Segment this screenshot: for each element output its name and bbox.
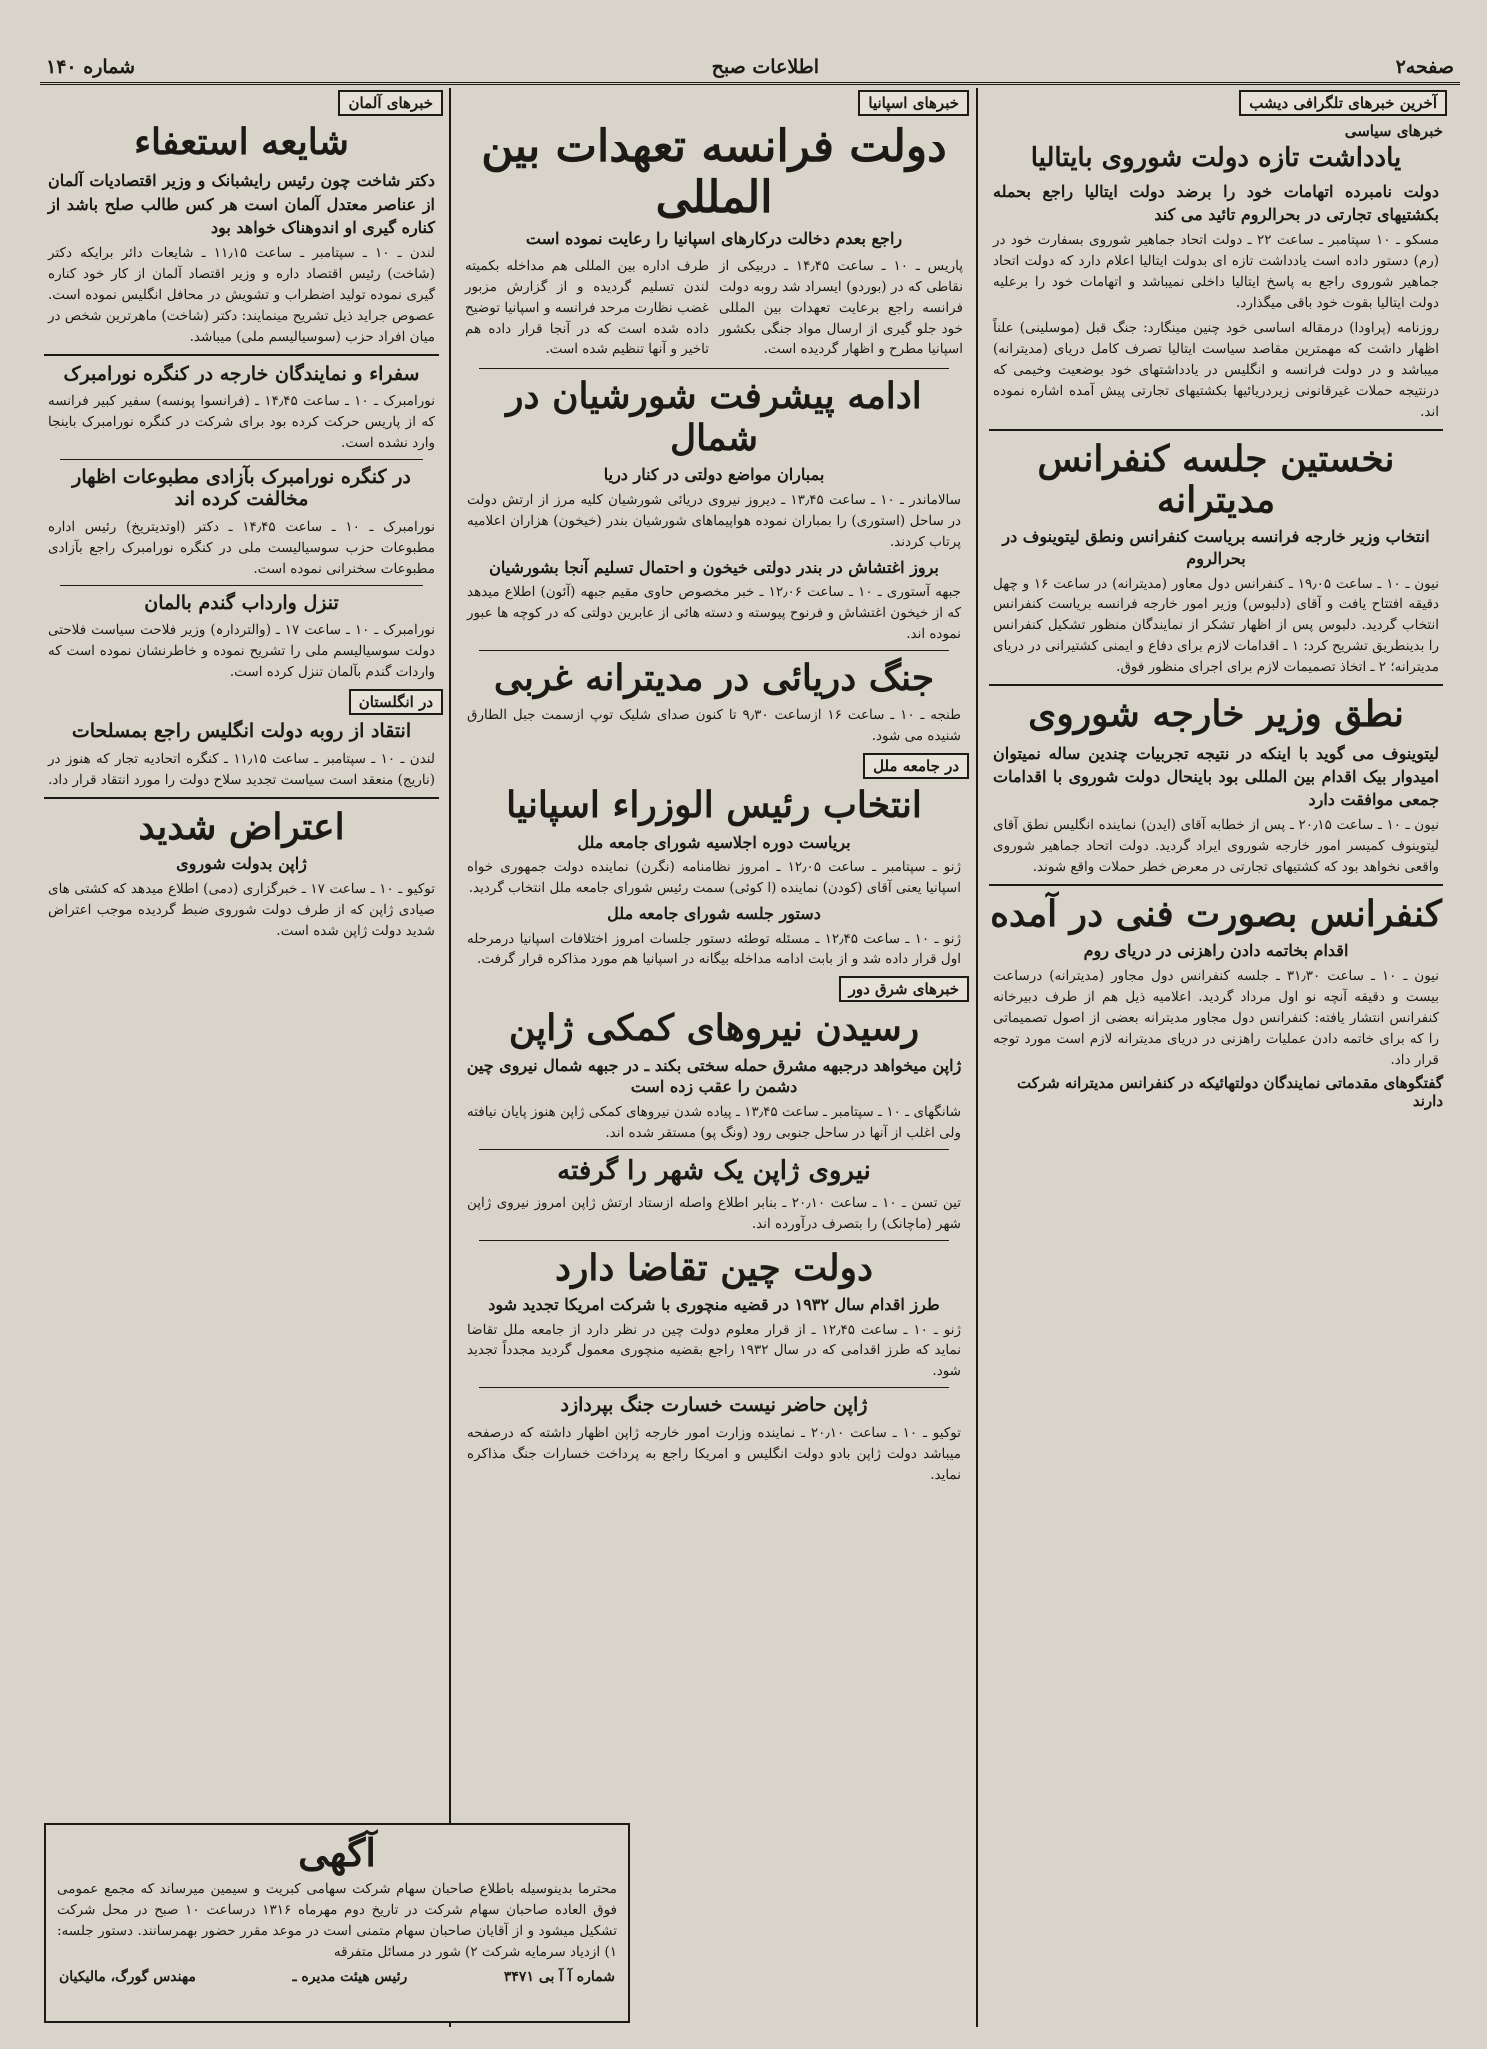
subhead-mediterranean-conference: انتخاب وزیر خارجه فرانسه بریاست کنفرانس ونطق لیتوینوف در بحرالروم bbox=[1002, 527, 1430, 568]
headline-soviet-foreign-minister: نطق وزیر خارجه شوروی bbox=[1028, 693, 1404, 736]
headline-naval-battle: جنگ دریائی در مدیترانه غربی bbox=[493, 656, 935, 699]
subhead-strong-protest: ژاپن بدولت شوروی bbox=[176, 854, 307, 874]
divider bbox=[479, 1387, 949, 1388]
headline-china-requests: دولت چین تقاضا دارد bbox=[554, 1246, 874, 1289]
divider bbox=[989, 684, 1443, 686]
ad-signer-name: مهندس گورگ، مالیکیان bbox=[59, 1968, 196, 1985]
headline-strong-protest: اعتراض شدید bbox=[138, 805, 345, 848]
article-text: توکیو ـ ۱۰ ـ ساعت ۱۷ ـ خبرگزاری (دمی) اطلاع میدهد که کشتی های صیادی ژاپن که از طرف دولت شوروی ضبط گردیده موجب اعتراض شدید دولت ژاپن شده است. bbox=[48, 880, 435, 939]
section-label: خبرهای آلمان bbox=[338, 90, 443, 116]
article-text: نورامبرک ـ ۱۰ ـ ساعت ۱۴٫۴۵ ـ دکتر (اوتدیتریخ) رئیس اداره مطبوعات حزب سوسیالیست ملی در کنگره نورامبرک راجع بآزادی مطبوعات سخنرانی نموده است. bbox=[48, 518, 435, 577]
section-label: آخرین خبرهای تلگرافی دیشب bbox=[1239, 90, 1447, 116]
subhead-soviet-note: دولت نامبرده اتهامات خود را برضد دولت ایتالیا راجع بحمله بکشتیهای تجارتی در بحرالروم تائید می کند bbox=[993, 181, 1439, 225]
article-text: پاریس ـ ۱۰ ـ ساعت ۱۴٫۴۵ ـ دربیکی از نقاطی که در (بوردو) ایسراد شد روبه دولت فرانسه راجع برعایت تعهدات بین المللی خود جلو گیری از ارسال مواد جنگی بکشور اسپانیا مطرح و اظهار گردیده است. bbox=[719, 257, 963, 358]
article-text: نورامبرک ـ ۱۰ ـ ساعت ۱۴٫۴۵ ـ (فرانسوا پونسه) سفیر کبیر فرانسه که از پاریس حرکت کرده بود برای شرکت در کنگره نورامبرک باینجا وارد نشده است. bbox=[48, 393, 435, 452]
article-text: نیون ـ ۱۰ ـ ساعت ۳۱٫۳۰ ـ جلسه کنفرانس دول مجاور (مدیترانه) درساعت بیست و دقیقه آنچه نو اول مرداد گردید. اعلامیه ذیل هم از طرف دبیرخانه کنفرانس انتشار یافته: کنفرانس دول مجاور مدیترانه بعضی از اصول تصمیماتی را که برای خاتمه دادن عملیات راهزنی در دریای مدیترانه لازم است مورد توجه قرار داد. bbox=[993, 967, 1439, 1068]
subhead-china-requests: طرز اقدام سال ۱۹۳۲ در قضیه منچوری با شرکت امریکا تجدید شود bbox=[488, 1294, 940, 1314]
kicker: دستور جلسه شورای جامعه ملل bbox=[607, 903, 821, 923]
article-text: شانگهای ـ ۱۰ ـ سپتامبر ـ ساعت ۱۳٫۴۵ ـ پیاده شدن نیروهای کمکی ژاپن هنوز پایان نیافته ولی اغلب از آنها در ساحل جنوبی رود (ونگ پو) مستقر شده اند. bbox=[467, 1103, 962, 1141]
divider bbox=[479, 650, 949, 651]
section-label: خبرهای اسپانیا bbox=[858, 90, 969, 116]
headline-rebels-north: ادامه پیشرفت شورشیان در شمال bbox=[506, 375, 922, 459]
article-text: روزنامه (پراودا) درمقاله اساسی خود چنین مینگارد: جنگ قبل (موسلینی) علناً اظهار داشت که مهمترین مقاصد سیاست ایتالیا تصرف کامل دریای (مدیترانه) میباشد و در دولت فرانسه و انگلیس در یادداشتهای خود بوضعیت وخیمی که درنتیجه حملات غیرقانونی زیردریائیها بکشتیهای تجارتی پیش آمده اشاره نموده اند. bbox=[993, 319, 1439, 420]
ad-signer-title: رئیس هیئت مدیره ـ bbox=[292, 1968, 408, 1985]
section-label: در انگلستان bbox=[349, 689, 443, 715]
ad-title: آگهی bbox=[298, 1830, 376, 1875]
subhead-soviet-foreign-minister: لیتوینوف می گوید با اینکه در نتیجه تجربیات چندین ساله نمیتوان امیدوار بیک اقدام بین المللی بود باینحال دولت شوروی با اقدامات جمعی موافقت دارد bbox=[993, 743, 1439, 809]
article-text: نورامبرک ـ ۱۰ ـ ساعت ۱۷ ـ (والتردارہ) وزیر فلاحت سیاست فلاحتی دولت سوسیالیسم ملی را تشریح نموده و خاطرنشان نموده است که واردات گندم بآلمان تنزل کرده است. bbox=[48, 622, 435, 681]
subhead-resignation-rumor: دکتر شاخت چون رئیس رایشبانک و وزیر اقتصادیات آلمان از عناصر معتدل آلمان است هر کس طالب صلح باشد از کناره گیری او اندوهناک خواهد بود bbox=[48, 171, 435, 237]
headline-armament-criticism: انتقاد از روبه دولت انگلیس راجع بمسلحات bbox=[71, 720, 412, 743]
ad-text: محترما بدینوسیله باطلاع صاحبان سهام شرکت سهامی کبریت و سیمین میرساند که مجمع عمومی فوق العاده صاحبان سهام شرکت در تاریخ دوم مهرماه ۱۳۱۶ درساعت ۱۰ صبح در محل شرکت تشکیل میشود و از آقایان صاحبان سهام متمنی است در موعد مقرر حضور بهمرسانند. دستور جلسه: ۱) ازدیاد سرمایه شرکت ۲) شور در مسائل متفرقه bbox=[57, 1881, 618, 1960]
headline-press-freedom: در کنگره نورامبرک بآزادی مطبوعات اظهار مخالفت کرده اند bbox=[72, 466, 411, 511]
divider bbox=[60, 459, 423, 460]
subhead-france-commitments: راجع بعدم دخالت درکارهای اسپانیا را رعایت نموده است bbox=[525, 229, 903, 249]
page-number: صفحه۲ bbox=[1395, 56, 1454, 78]
masthead bbox=[40, 52, 1460, 85]
section-label: در جامعه ملل bbox=[863, 753, 969, 779]
column-left bbox=[40, 88, 443, 2027]
headline-spanish-premier: انتخاب رئیس الوزراء اسپانیا bbox=[506, 784, 922, 827]
kicker: گفتگوهای مقدماتی نمایندگان دولتهائیکه در کنفرانس مدیترانه شرکت دارند bbox=[1017, 1074, 1443, 1111]
headline-soviet-note: یادداشت تازه دولت شوروی بایتالیا bbox=[1030, 143, 1402, 173]
article-text: طنجه ـ ۱۰ ـ ساعت ۱۶ ازساعت ۹٫۳۰ تا کنون صدای شلیک توپ ازسمت جبل الطارق شنیده می شود. bbox=[467, 707, 961, 745]
article-text: توکیو ـ ۱۰ ـ ساعت ۲۰٫۱۰ ـ نماینده وزارت امور خارجه ژاپن اظهار داشته که درصفحه میباشد دولت ژاپن بادو دولت انگلیس و امریکا راجع به پرداخت خسارات جنگ مذاکره نماید. bbox=[467, 1425, 961, 1483]
article-text: ژنو ـ سپتامبر ـ ساعت ۱۲٫۰۵ ـ امروز نظامنامه (نگرن) نماینده دولت جمهوری خواه اسپانیا یعنی آقای (کودن) نماینده (ا کوئی) سمت رئیس شورای جامعه ملل انتخاب گردید. bbox=[467, 859, 961, 897]
headline-wheat-imports: تنزل وارداب گندم بالمان bbox=[144, 591, 339, 614]
subhead-japan-reinforcements: ژاپن میخواهد درجبهه مشرق حمله سختی بکند ـ در جبهه شمال نیروی چین دشمن را عقب زده است bbox=[466, 1055, 962, 1097]
article-text: سالاماندر ـ ۱۰ ـ ساعت ۱۳٫۴۵ ـ دیروز نیروی دریائی شورشیان کلیه مرز از ارتش دولت در ساحل (استوری) را بمباران نموده هواپیماهای شورشیان بندر (خیخون) هزاران اعلامیه پرتاب کردند. bbox=[467, 491, 961, 550]
ad-footer bbox=[59, 1969, 615, 1985]
subhead-spanish-premier: بریاست دوره اجلاسیه شورای جامعه ملل bbox=[577, 832, 851, 852]
ad-reference: شماره آ آ بی ۳۴۷۱ bbox=[503, 1968, 615, 1985]
article-text: لندن ـ ۱۰ ـ سپتامبر ـ ساعت ۱۱٫۱۵ ـ شایعات دائر برایکه دکتر (شاخت) رئیس اقتصاد داره و وزیر اقتصاد آلمان از کار خود کناره گیری نموده تولید اضطراب و تشویش در محافل انگلیس نموده است. عصوص جراید ذیل تشریح مینمایند: دکتر (شاخت) ماهرترین شخص در میان افراد حزب (سوسیالیسم ملی) میباشد. bbox=[48, 244, 436, 345]
divider bbox=[479, 1240, 949, 1241]
article-text: نیون ـ ۱۰ ـ ساعت ۱۹٫۰۵ ـ کنفرانس دول معاور (مدیترانه) در ساعت ۱۶ و چهل دقیقه افتتاح یافت و آقای (دلبوس) وزیر امور خارجه فرانسه بریاست کنفرانس انتخاب گردید. دلبوس پس از اظهار تشکر از نمایندگان منظور تشکیل کنفرانس را بدینطریق تشریح کرد: ۱ ـ اقدامات لازم برای دفاع و ایمنی کشتیرانی در دریای مدیترانه؛ ۲ ـ اتخاذ تصمیمات لازم برای اجرای منظور فوق. bbox=[993, 575, 1439, 676]
headline-resignation-rumor: شایعه استعفاء bbox=[134, 121, 349, 163]
divider bbox=[60, 585, 423, 586]
subhead-conference-technical: اقدام بخاتمه دادن راهزنی در دریای روم bbox=[1083, 941, 1349, 961]
divider bbox=[44, 354, 439, 356]
headline-japan-reinforcements: رسیدن نیروهای کمکی ژاپن bbox=[508, 1007, 920, 1050]
kicker: بروز اغتشاش در بندر دولتی خیخون و احتمال تسلیم آنجا بشورشیان bbox=[489, 557, 939, 577]
article-text: تین تسن ـ ۱۰ ـ ساعت ۲۰٫۱۰ ـ بنابر اطلاع واصله ازستاد ارتش ژاپن امروز نیروی ژاپن شهر (ماچانک) را بتصرف درآورده اند. bbox=[467, 1194, 961, 1232]
article-text: ژنو ـ ۱۰ ـ ساعت ۱۲٫۴۵ ـ مسئله توطئه دستور جلسات امروز اختلافات اسپانیا درمرحله اول قرار داده شد و از بابت ادامه مداخله بیگانه در اسپانیا هم مورد مذاکره قرار گرفت. bbox=[467, 930, 961, 968]
two-column-text bbox=[465, 253, 963, 364]
divider bbox=[989, 429, 1443, 431]
article-text: طرف اداره بین المللی هم مداخله بکمیته لندن تسلیم گردیده و از گزارش مزبور غضب نظارت مرحد فرانسه و اسپانیا توضیح داده شده است که در آنجا قرار داده هم تاخیر و آنها تنظیم شده است. bbox=[465, 257, 709, 358]
column-middle bbox=[459, 88, 969, 2027]
article-text: لندن ـ ۱۰ ـ سپتامبر ـ ساعت ۱۱٫۱۵ ـ کنگره اتحادیه تجار که هنوز در (ناریج) منعقد است سیاست تجدید سلاح دولت را مورد انتقاد قرار داد. bbox=[48, 751, 435, 788]
divider bbox=[44, 797, 439, 799]
headline-ambassadors-nuremberg: سفراء و نمایندگان خارجه در کنگره نورامبرک bbox=[63, 362, 420, 385]
divider bbox=[479, 1149, 949, 1150]
article-text: مسکو ـ ۱۰ سپتامبر ـ ساعت ۲۲ ـ دولت اتحاد جماهیر شوروی بسفارت خود در (رم) دستور داده است یادداشت تازه ای بدولت ایتالیا اعلام دارد که دولت اتحاد جماهیر شوروی راجع به پاسخ ایتالیا داخلی نمیباشد و اتهامات خود را برعلیه دولت ایتالیا بقوت خود باقی میگذارد. bbox=[993, 232, 1439, 312]
headline-france-commitments: دولت فرانسه تعهدات بین المللی bbox=[481, 121, 947, 223]
politics-label: خبرهای سیاسی bbox=[1344, 122, 1443, 140]
headline-conference-technical: کنفرانس بصورت فنی در آمده bbox=[990, 892, 1442, 935]
divider bbox=[989, 884, 1443, 886]
article-text: ژنو ـ ۱۰ ـ ساعت ۱۲٫۴۵ ـ از قرار معلوم دولت چین در نظر دارد از جامعه ملل تقاضا نماید که طرز اقدامی که در سال ۱۹۳۲ راجع بقضیه منچوری معمول گردید مجدداً تجدید شود. bbox=[467, 1321, 962, 1380]
column-rule bbox=[449, 88, 451, 2027]
subhead-rebels-north: بمباران مواضع دولتی در کنار دریا bbox=[603, 465, 825, 485]
section-label: خبرهای شرق دور bbox=[839, 976, 969, 1002]
column-right bbox=[985, 88, 1447, 2027]
headline-japan-reparations: ژاپن حاضر نیست خسارت جنگ بپردازد bbox=[560, 1394, 868, 1417]
issue-number: شماره ۱۴۰ bbox=[46, 56, 136, 78]
article-text: نیون ـ ۱۰ ـ ساعت ۲۰٫۱۵ ـ پس از خطابه آقای (ایدن) نماینده انگلیس نطق آقای لیتوینوف کمیسر امور خارجه شوروی ایراد گردید. دولت اتحاد جماهیر شوروی واقعی نخواهد بود که کشتیهای تجارتی در معرض خطر حملات واقع شوند. bbox=[993, 817, 1439, 875]
headline-mediterranean-conference: نخستین جلسه کنفرانس مدیترانه bbox=[1037, 437, 1395, 521]
newspaper-name: اطلاعات صبح bbox=[711, 56, 820, 78]
advertisement bbox=[44, 1823, 630, 2023]
article-text: جبهه آستوری ـ ۱۰ ـ ساعت ۱۲٫۰۶ ـ خبر مخصوص حاوی مقیم جبهه (آئون) اطلاع میدهد که از خیخون اغتشاش و فرنوح پیوسته و دسته هائی از عابرین دولتی که در کوچه ها عبور نموده اند. bbox=[467, 584, 961, 642]
headline-japan-captures-city: نیروی ژاپن یک شهر را گرفته bbox=[557, 1155, 871, 1186]
column-rule bbox=[976, 88, 978, 2027]
divider bbox=[479, 368, 949, 369]
